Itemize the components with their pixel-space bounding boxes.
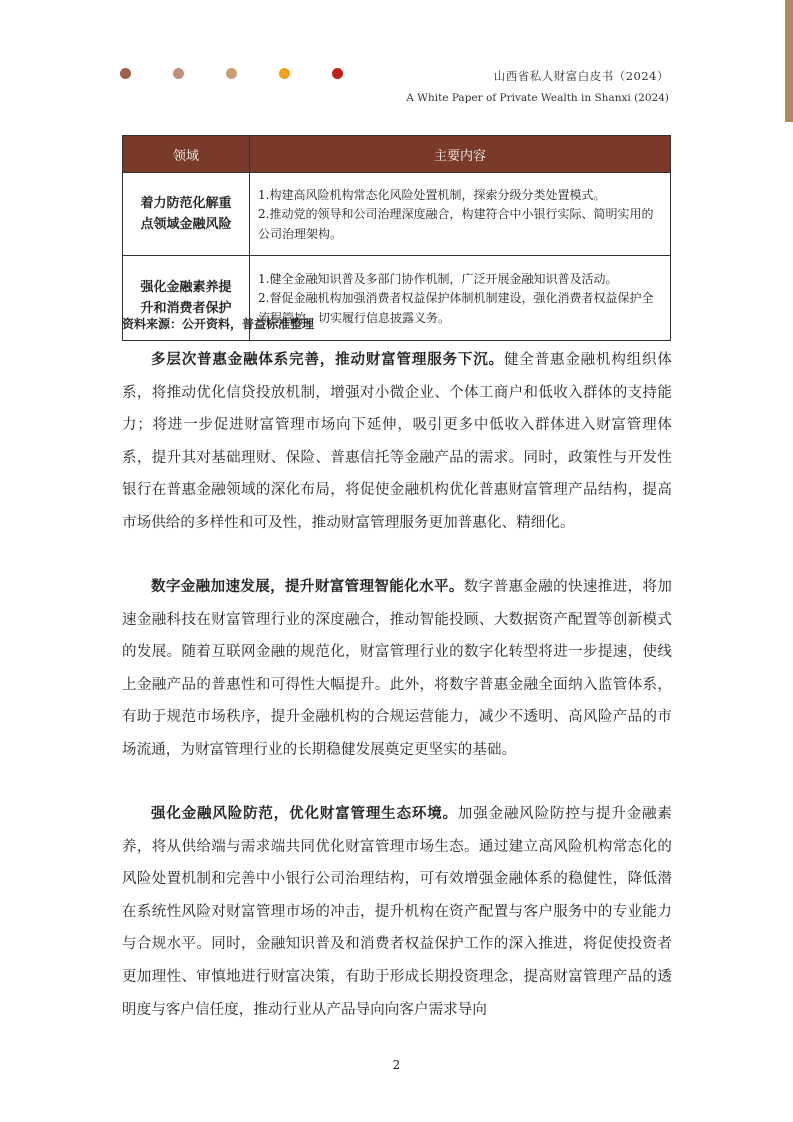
header-dot xyxy=(173,68,184,79)
policy-table xyxy=(122,135,671,341)
header-title-en: A White Paper of Private Wealth in Shanxi (2024) xyxy=(406,92,669,104)
paragraph-lead: 数字金融加速发展，提升财富管理智能化水平。 xyxy=(151,578,464,595)
content-item: 2.推动党的领导和公司治理深度融合，构建符合中小银行实际、简明实用的公司治理架构。 xyxy=(258,207,654,241)
content-item: 1.构建高风险机构常态化风险处置机制，探索分级分类处置模式。 xyxy=(258,187,606,202)
paragraph xyxy=(122,571,672,767)
content-item: 1.健全金融知识普及多部门协作机制，广泛开展金融知识普及活动。 xyxy=(258,271,618,286)
table-row xyxy=(123,173,671,256)
side-accent-bar xyxy=(785,0,793,122)
paragraph-body: 健全普惠金融机构组织体系，将推动优化信贷投放机制，增强对小微企业、个体工商户和低收入群体的支持能力；将进一步促进财富管理市场向下延伸，吸引更多中低收入群体进入财富管理体系，提升其对基础理财、保险、普惠信托等金融产品的需求。同时，政策性与开发性银行在普惠金融领域的深化布局，将促使金融机构优化普惠财富管理产品结构，提高市场供给的多样性和可及性，推动财富管理服务更加普惠化、精细化。 xyxy=(122,352,672,531)
paragraph-body: 加强金融风险防控与提升金融素养，将从供给端与需求端共同优化财富管理市场生态。通过建立高风险机构常态化的风险处置机制和完善中小银行公司治理结构，可有效增强金融体系的稳健性，降低潜在系统性风险对财富管理市场的冲击，提升机构在资产配置与客户服务中的专业能力与合规水平。同时，金融知识普及和消费者权益保护工作的深入推进，将促使投资者更加理性、审慎地进行财富决策，有助于形成长期投资理念，提高财富管理产品的透明度与客户信任度，推动行业从产品导向向客户需求导向 xyxy=(122,806,672,1018)
header-dot xyxy=(120,68,131,79)
table-cell-content xyxy=(250,173,671,256)
area-line: 点领域金融风险 xyxy=(140,217,232,232)
content-item: 2.督促金融机构加强消费者权益保护体制机制建设，强化消费者权益保护全流程管控，切实履行信息披露义务。 xyxy=(258,291,654,325)
area-line: 着力防范化解重 xyxy=(140,196,232,211)
page-number: 2 xyxy=(392,1058,401,1072)
table-header-content: 主要内容 xyxy=(250,136,671,173)
paragraph xyxy=(122,344,672,540)
area-line: 强化金融素养提 xyxy=(140,280,232,295)
paragraph-lead: 强化金融风险防范，优化财富管理生态环境。 xyxy=(151,805,458,822)
table-header-area: 领域 xyxy=(123,136,250,173)
header-title-cn: 山西省私人财富白皮书（2024） xyxy=(493,69,669,83)
paragraph-lead: 多层次普惠金融体系完善，推动财富管理服务下沉。 xyxy=(151,351,504,368)
paragraph xyxy=(122,798,672,1026)
header-dot xyxy=(226,68,237,79)
area-line: 升和消费者保护 xyxy=(140,301,232,316)
header-dots xyxy=(120,68,343,79)
header-dot xyxy=(332,68,343,79)
paragraph-body: 数字普惠金融的快速推进，将加速金融科技在财富管理行业的深度融合，推动智能投顾、大数据资产配置等创新模式的发展。随着互联网金融的规范化，财富管理行业的数字化转型将进一步提速，使线上金融产品的普惠性和可得性大幅提升。此外，将数字普惠金融全面纳入监管体系，有助于规范市场秩序，提升金融机构的合规运营能力，减少不透明、高风险产品的市场流通，为财富管理行业的长期稳健发展奠定更坚实的基础。 xyxy=(122,579,672,758)
header-dot xyxy=(279,68,290,79)
table-source-note: 资料来源：公开资料，普益标准整理 xyxy=(122,317,315,331)
table-cell-area xyxy=(123,173,250,256)
